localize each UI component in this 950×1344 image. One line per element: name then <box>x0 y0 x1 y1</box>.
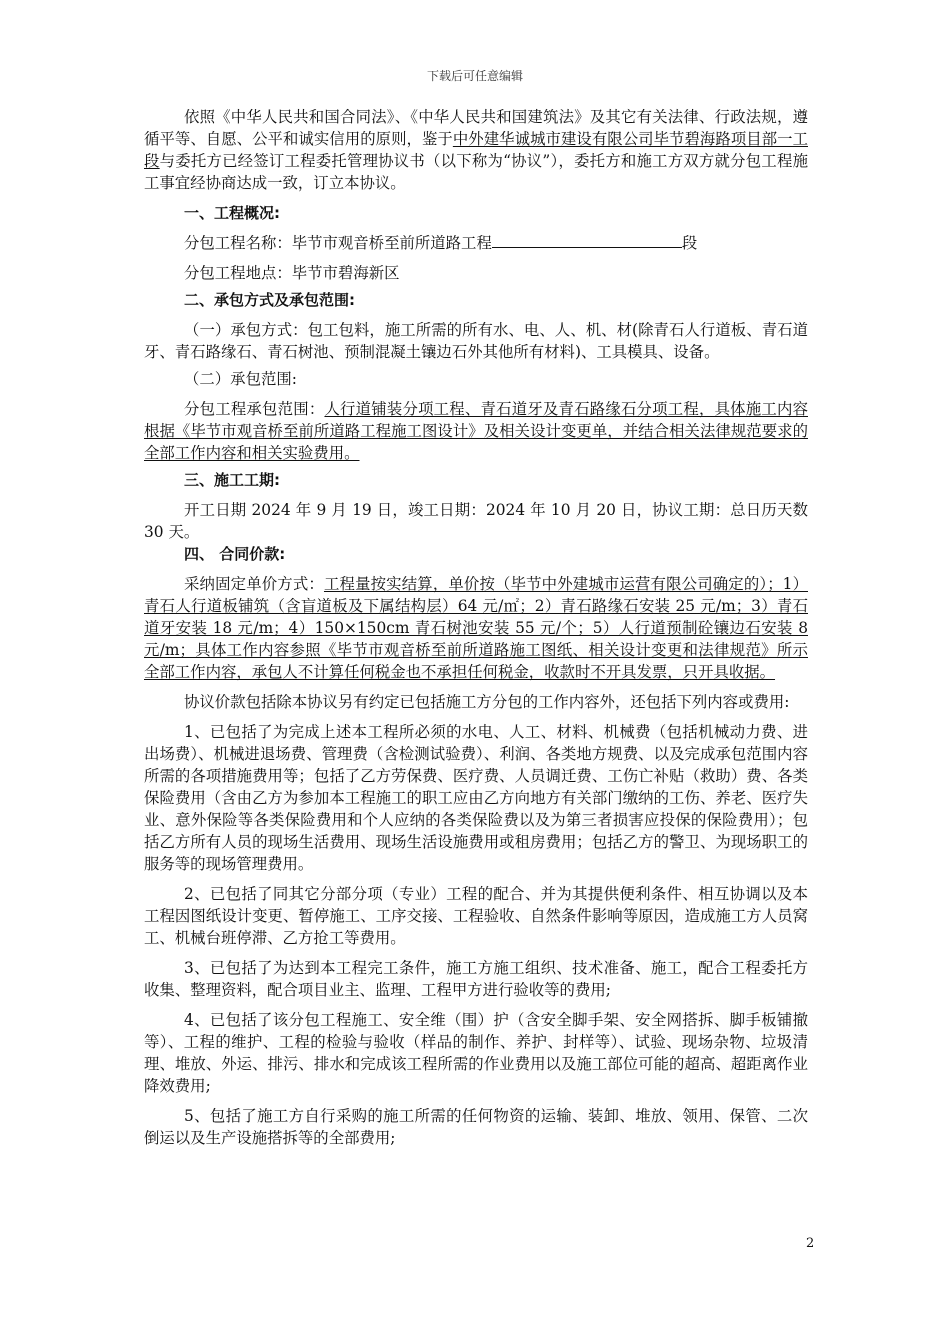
project-name-line <box>144 232 808 254</box>
preamble-paragraph <box>144 106 808 194</box>
contractor-name: 中外建华诚城市建设有限公司毕节碧海路项目部一工段 <box>144 130 808 170</box>
scope-subheading: （二）承包范围: <box>184 370 297 388</box>
project-name-label: 分包工程名称： <box>184 234 292 252</box>
project-location-label: 分包工程地点： <box>184 264 292 282</box>
price-text: 工程量按实结算，单价按（毕节中外建城市运营有限公司确定的）；1）青石人行道板铺筑（含盲道板及下属结构层）64 元/㎡；2）青石路缘石安装 25 元/m；3）青石道牙安装 18 元/m；4）150×150cm 青石树池安装 55 元/个；5）人行道预制砼镶边石安装 8 元/m；具体工作内容参照《毕节市观音桥至前所道路施工图纸、相关设计变更和法律规范》所示全部工作内容，承包人不计算任何税金也不承担任何税金，收款时不开具发票，只开具收据。 <box>144 575 808 681</box>
project-name-value: 毕节市观音桥至前所道路工程 <box>291 234 492 252</box>
section-heading-price: 四、 合同价款: <box>184 545 286 563</box>
scope-label: 分包工程承包范围： <box>184 400 325 418</box>
inclusion-item-3: 3、已包括了为达到本工程完工条件，施工方施工组织、技术准备、施工，配合工程委托方收集、整理资料，配合项目业主、监理、工程甲方进行验收等的费用; <box>144 959 808 999</box>
inclusion-item-1: 1、已包括了为完成上述本工程所必须的水电、人工、材料、机械费（包括机械动力费、进出场费）、机械进退场费、管理费（含检测试验费）、利润、各类地方规费、以及完成承包范围内容所需的各项措施费用等；包括了乙方劳保费、医疗费、人员调迁费、工伤亡补贴（救助）费、各类保险费用（含由乙方为参加本工程施工的职工应由乙方向地方有关部门缴纳的工伤、养老、医疗失业、意外保险等各类保险费用和个人应纳的各类保险费以及为第三者损害应投保的保险费用）；包括乙方所有人员的现场生活费用、现场生活设施费用或租房费用；包括乙方的警卫、为现场职工的服务等的现场管理费用。 <box>144 723 808 873</box>
project-name-suffix: 段 <box>681 234 698 252</box>
section-heading-overview: 一、工程概况: <box>184 204 280 222</box>
section-heading-scope: 二、承包方式及承包范围: <box>184 291 355 309</box>
preamble-text: 依照《中华人民共和国合同法》、《中华人民共和国建筑法》及其它有关法律、行政法规，遵循平等、自愿、公平和诚实信用的原则，鉴于 <box>144 108 808 148</box>
project-location-value: 毕节市碧海新区 <box>291 264 400 282</box>
inclusion-item-2: 2、已包括了同其它分部分项（专业）工程的配合、并为其提供便利条件、相互协调以及本工程因图纸设计变更、暂停施工、工序交接、工程验收、自然条件影响等原因，造成施工方人员窝工、机械台班停滞、乙方抢工等费用。 <box>144 885 808 947</box>
project-location-line <box>144 262 808 284</box>
blank-line <box>492 233 682 248</box>
scope-text: 人行道铺装分项工程、青石道牙及青石路缘石分项工程，具体施工内容根据《毕节市观音桥至前所道路工程施工图设计》及相关设计变更单，并结合相关法律规范要求的全部工作内容和相关实验费用。 <box>144 400 808 462</box>
inclusion-item-5: 5、包括了施工方自行采购的施工所需的任何物资的运输、装卸、堆放、领用、保管、二次倒运以及生产设施搭拆等的全部费用; <box>144 1107 808 1147</box>
document-body <box>144 106 808 1149</box>
preamble-text-end: 与委托方已经签订工程委托管理协议书（以下称为“协议”），委托方和施工方双方就分包工程施工事宜经协商达成一致，订立本协议。 <box>144 152 808 192</box>
section-heading-period: 三、施工工期: <box>184 471 280 489</box>
inclusion-item-4: 4、已包括了该分包工程施工、安全维（围）护（含安全脚手架、安全网搭拆、脚手板铺撤等）、工程的维护、工程的检验与验收（样品的制作、养护、封样等）、试验、现场杂物、垃圾清理、堆放、外运、排污、排水和完成该工程所需的作业费用以及施工部位可能的超高、超距离作业降效费用; <box>144 1011 808 1095</box>
page-number: 2 <box>806 1236 815 1251</box>
period-paragraph: 开工日期 2024 年 9 月 19 日，竣工日期：2024 年 10 月 20 日，协议工期：总日历天数 30 天。 <box>144 501 808 541</box>
inclusion-paragraph: 协议价款包括除本协议另有约定已包括施工方分包的工作内容外，还包括下列内容或费用: <box>184 693 790 711</box>
page-header: 下载后可任意编辑 <box>426 69 523 83</box>
scope-paragraph <box>144 398 808 464</box>
contract-mode-paragraph: （一）承包方式：包工包料，施工所需的所有水、电、人、机、材(除青石人行道板、青石道牙、青石路缘石、青石树池、预制混凝土镶边石外其他所有材料)、工具模具、设备。 <box>144 321 808 361</box>
price-paragraph <box>144 573 808 683</box>
price-label: 采纳固定单价方式： <box>184 575 324 593</box>
